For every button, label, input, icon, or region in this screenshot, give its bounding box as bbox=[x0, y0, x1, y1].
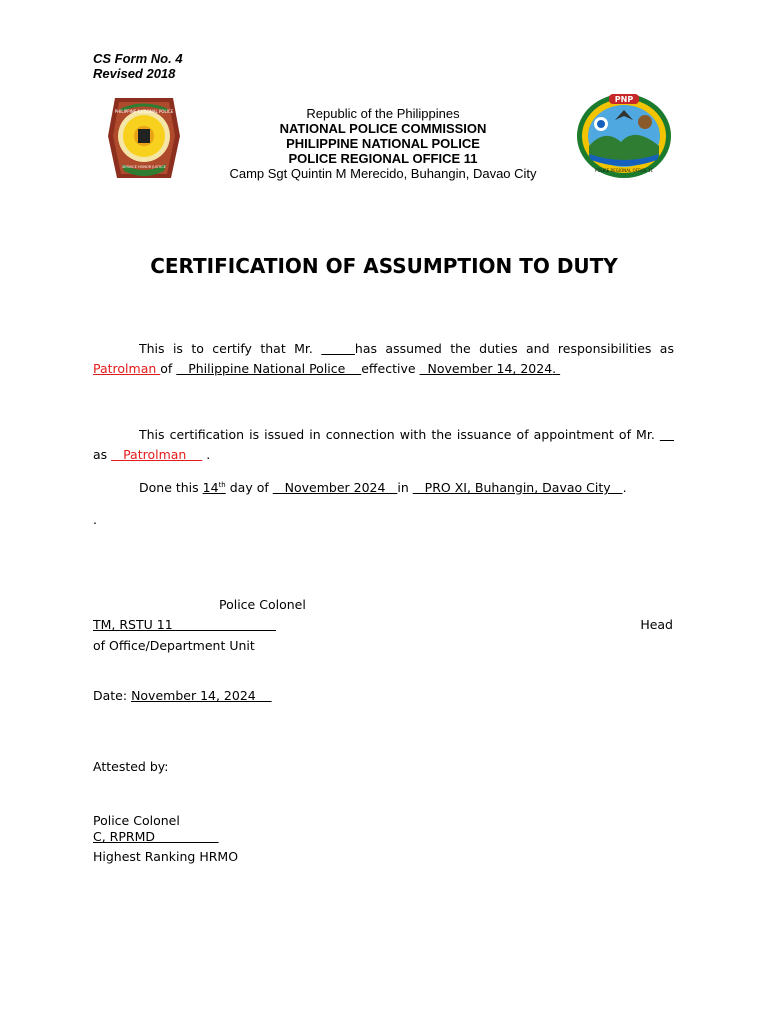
issuance-paragraph bbox=[93, 425, 674, 465]
header-pro11: POLICE REGIONAL OFFICE 11 bbox=[288, 151, 478, 166]
para3-text-2: day of bbox=[225, 480, 273, 495]
header-pnp: PHILIPPINE NATIONAL POLICE bbox=[286, 136, 480, 151]
done-this-paragraph bbox=[139, 478, 627, 498]
para2-position: Patrolman bbox=[111, 447, 203, 462]
pro11-seal-subtext: POLICE REGIONAL OFFICE 11 bbox=[594, 168, 654, 173]
para1-text-1: This is to certify that Mr. bbox=[139, 341, 322, 356]
header-republic: Republic of the Philippines bbox=[306, 106, 460, 121]
pnp-seal-logo bbox=[107, 96, 181, 180]
header-address: Camp Sgt Quintin M Merecido, Buhangin, Davao City bbox=[229, 166, 537, 181]
attested-by-label: Attested by: bbox=[93, 759, 169, 774]
para3-month: November 2024 bbox=[272, 480, 398, 495]
para3-day-number: 14 bbox=[202, 480, 219, 495]
pnp-seal-motto: SERVICE HONOR JUSTICE bbox=[122, 165, 166, 169]
para2-text-1: This certification is issued in connection with the issuance of appointment of Mr. bbox=[139, 427, 660, 442]
document-title: CERTIFICATION OF ASSUMPTION TO DUTY bbox=[150, 254, 618, 278]
para3-text-1: Done this bbox=[139, 480, 203, 495]
date-line bbox=[93, 686, 272, 706]
para2-text-3: . bbox=[202, 447, 211, 462]
date-value: November 14, 2024 bbox=[131, 688, 272, 703]
stray-period: . bbox=[93, 512, 97, 527]
date-label: Date: bbox=[93, 688, 132, 703]
signatory-line bbox=[93, 615, 673, 635]
para1-text-4: effective bbox=[361, 361, 420, 376]
attester-name bbox=[93, 828, 219, 845]
form-revised: Revised 2018 bbox=[93, 66, 176, 81]
pro11-seal-logo bbox=[575, 92, 673, 180]
header-napolcom: NATIONAL POLICE COMMISSION bbox=[279, 121, 487, 136]
para3-place: PRO XI, Buhangin, Davao City bbox=[412, 480, 623, 495]
para1-office: Philippine National Police bbox=[176, 361, 362, 376]
para3-text-4: . bbox=[622, 480, 627, 495]
para3-day-suffix: th bbox=[218, 480, 226, 489]
signatory-position: TM, RSTU 11 bbox=[93, 617, 276, 632]
pro11-seal-pnp-text: PNP bbox=[614, 95, 634, 104]
attester-rank: Police Colonel bbox=[93, 813, 180, 828]
certify-paragraph bbox=[93, 339, 674, 379]
signatory-head-label: Head bbox=[640, 617, 673, 632]
para1-effective-date: November 14, 2024 bbox=[419, 361, 553, 376]
pnp-seal-text: PHILIPPINE NATIONAL POLICE bbox=[114, 109, 174, 114]
para2-text-2: as bbox=[93, 447, 112, 462]
para3-day bbox=[203, 480, 226, 495]
para2-name-blank bbox=[660, 427, 674, 442]
para1-position: Patrolman bbox=[93, 361, 161, 376]
para1-text-3: of bbox=[160, 361, 177, 376]
para3-text-3: in bbox=[397, 480, 413, 495]
signatory-rank: Police Colonel bbox=[219, 597, 306, 612]
form-number-block bbox=[93, 51, 183, 81]
form-number: CS Form No. 4 bbox=[93, 51, 183, 66]
para1-name-blank bbox=[321, 341, 355, 356]
para1-text-2: has assumed the duties and responsibilities as bbox=[354, 341, 674, 356]
document-header bbox=[200, 106, 566, 181]
para1-text-5: . bbox=[552, 361, 561, 376]
attester-title: Highest Ranking HRMO bbox=[93, 849, 239, 864]
attester-name-value: C, RPRMD bbox=[93, 829, 219, 844]
signatory-office: of Office/Department Unit bbox=[93, 638, 255, 653]
